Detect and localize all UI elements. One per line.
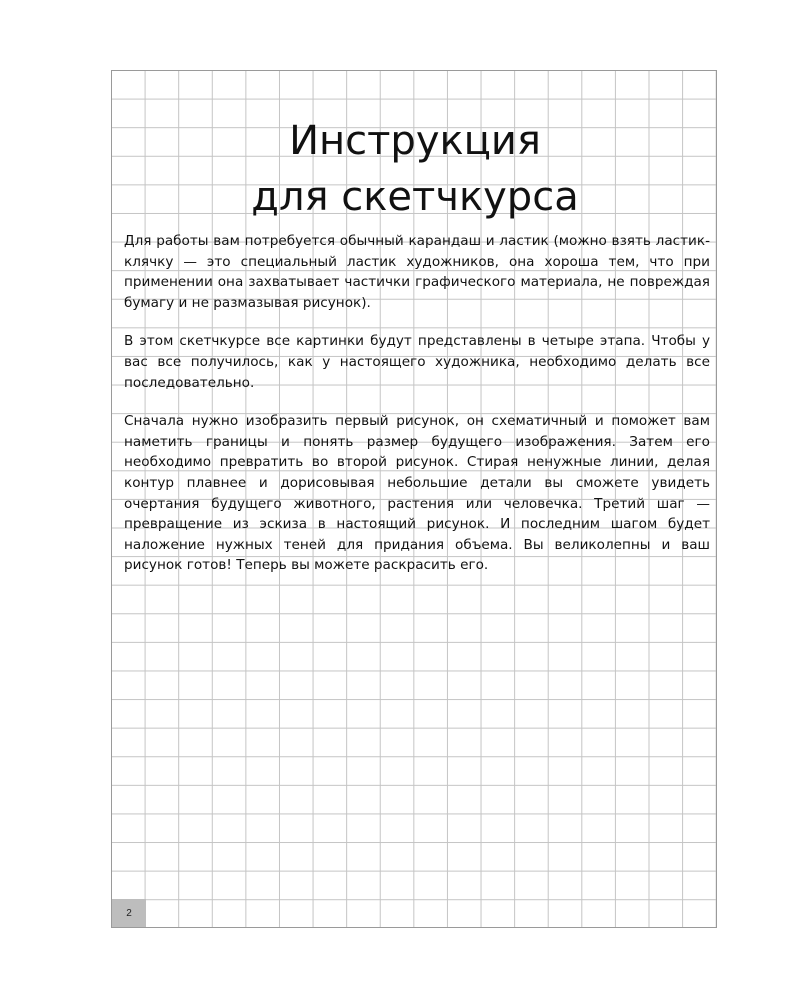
- instruction-text: [124, 231, 710, 594]
- page-number-badge: [112, 899, 146, 927]
- grid-page: [111, 70, 717, 928]
- title-line-1: Инструкция: [289, 118, 541, 164]
- paragraph-steps: Сначала нужно изобразить первый рисунок, он схематичный и поможет вам наметить границы и понять размер будущего изображения. Затем его необходимо превратить во второй рисунок. Стирая ненужные линии, делая контур плавнее и дорисовывая небольшие детали вы сможете увидеть очертания будущего животного, растения или человечка. Третий шаг — превращение из эскиза в настоящий рисунок. И последним шагом будет наложение нужных теней для придания объема. Вы великолепны и ваш рисунок готов! Теперь вы можете раскрасить его.: [124, 413, 710, 574]
- paragraph-materials: Для работы вам потребуется обычный карандаш и ластик (можно взять ластик-клячку — это специальный ластик художников, она хороша тем, что при применении она захватывает частички графического материала, не повреждая бумагу и не размазывая рисунок).: [124, 233, 710, 311]
- paragraph-stages: В этом скетчкурсе все картинки будут представлены в четыре этапа. Чтобы у вас все получилось, как у настоящего художника, необходимо делать все последовательно.: [124, 333, 710, 391]
- page-title: [112, 113, 718, 225]
- title-line-2: для скетчкурса: [251, 174, 579, 220]
- page-number: 2: [126, 907, 132, 919]
